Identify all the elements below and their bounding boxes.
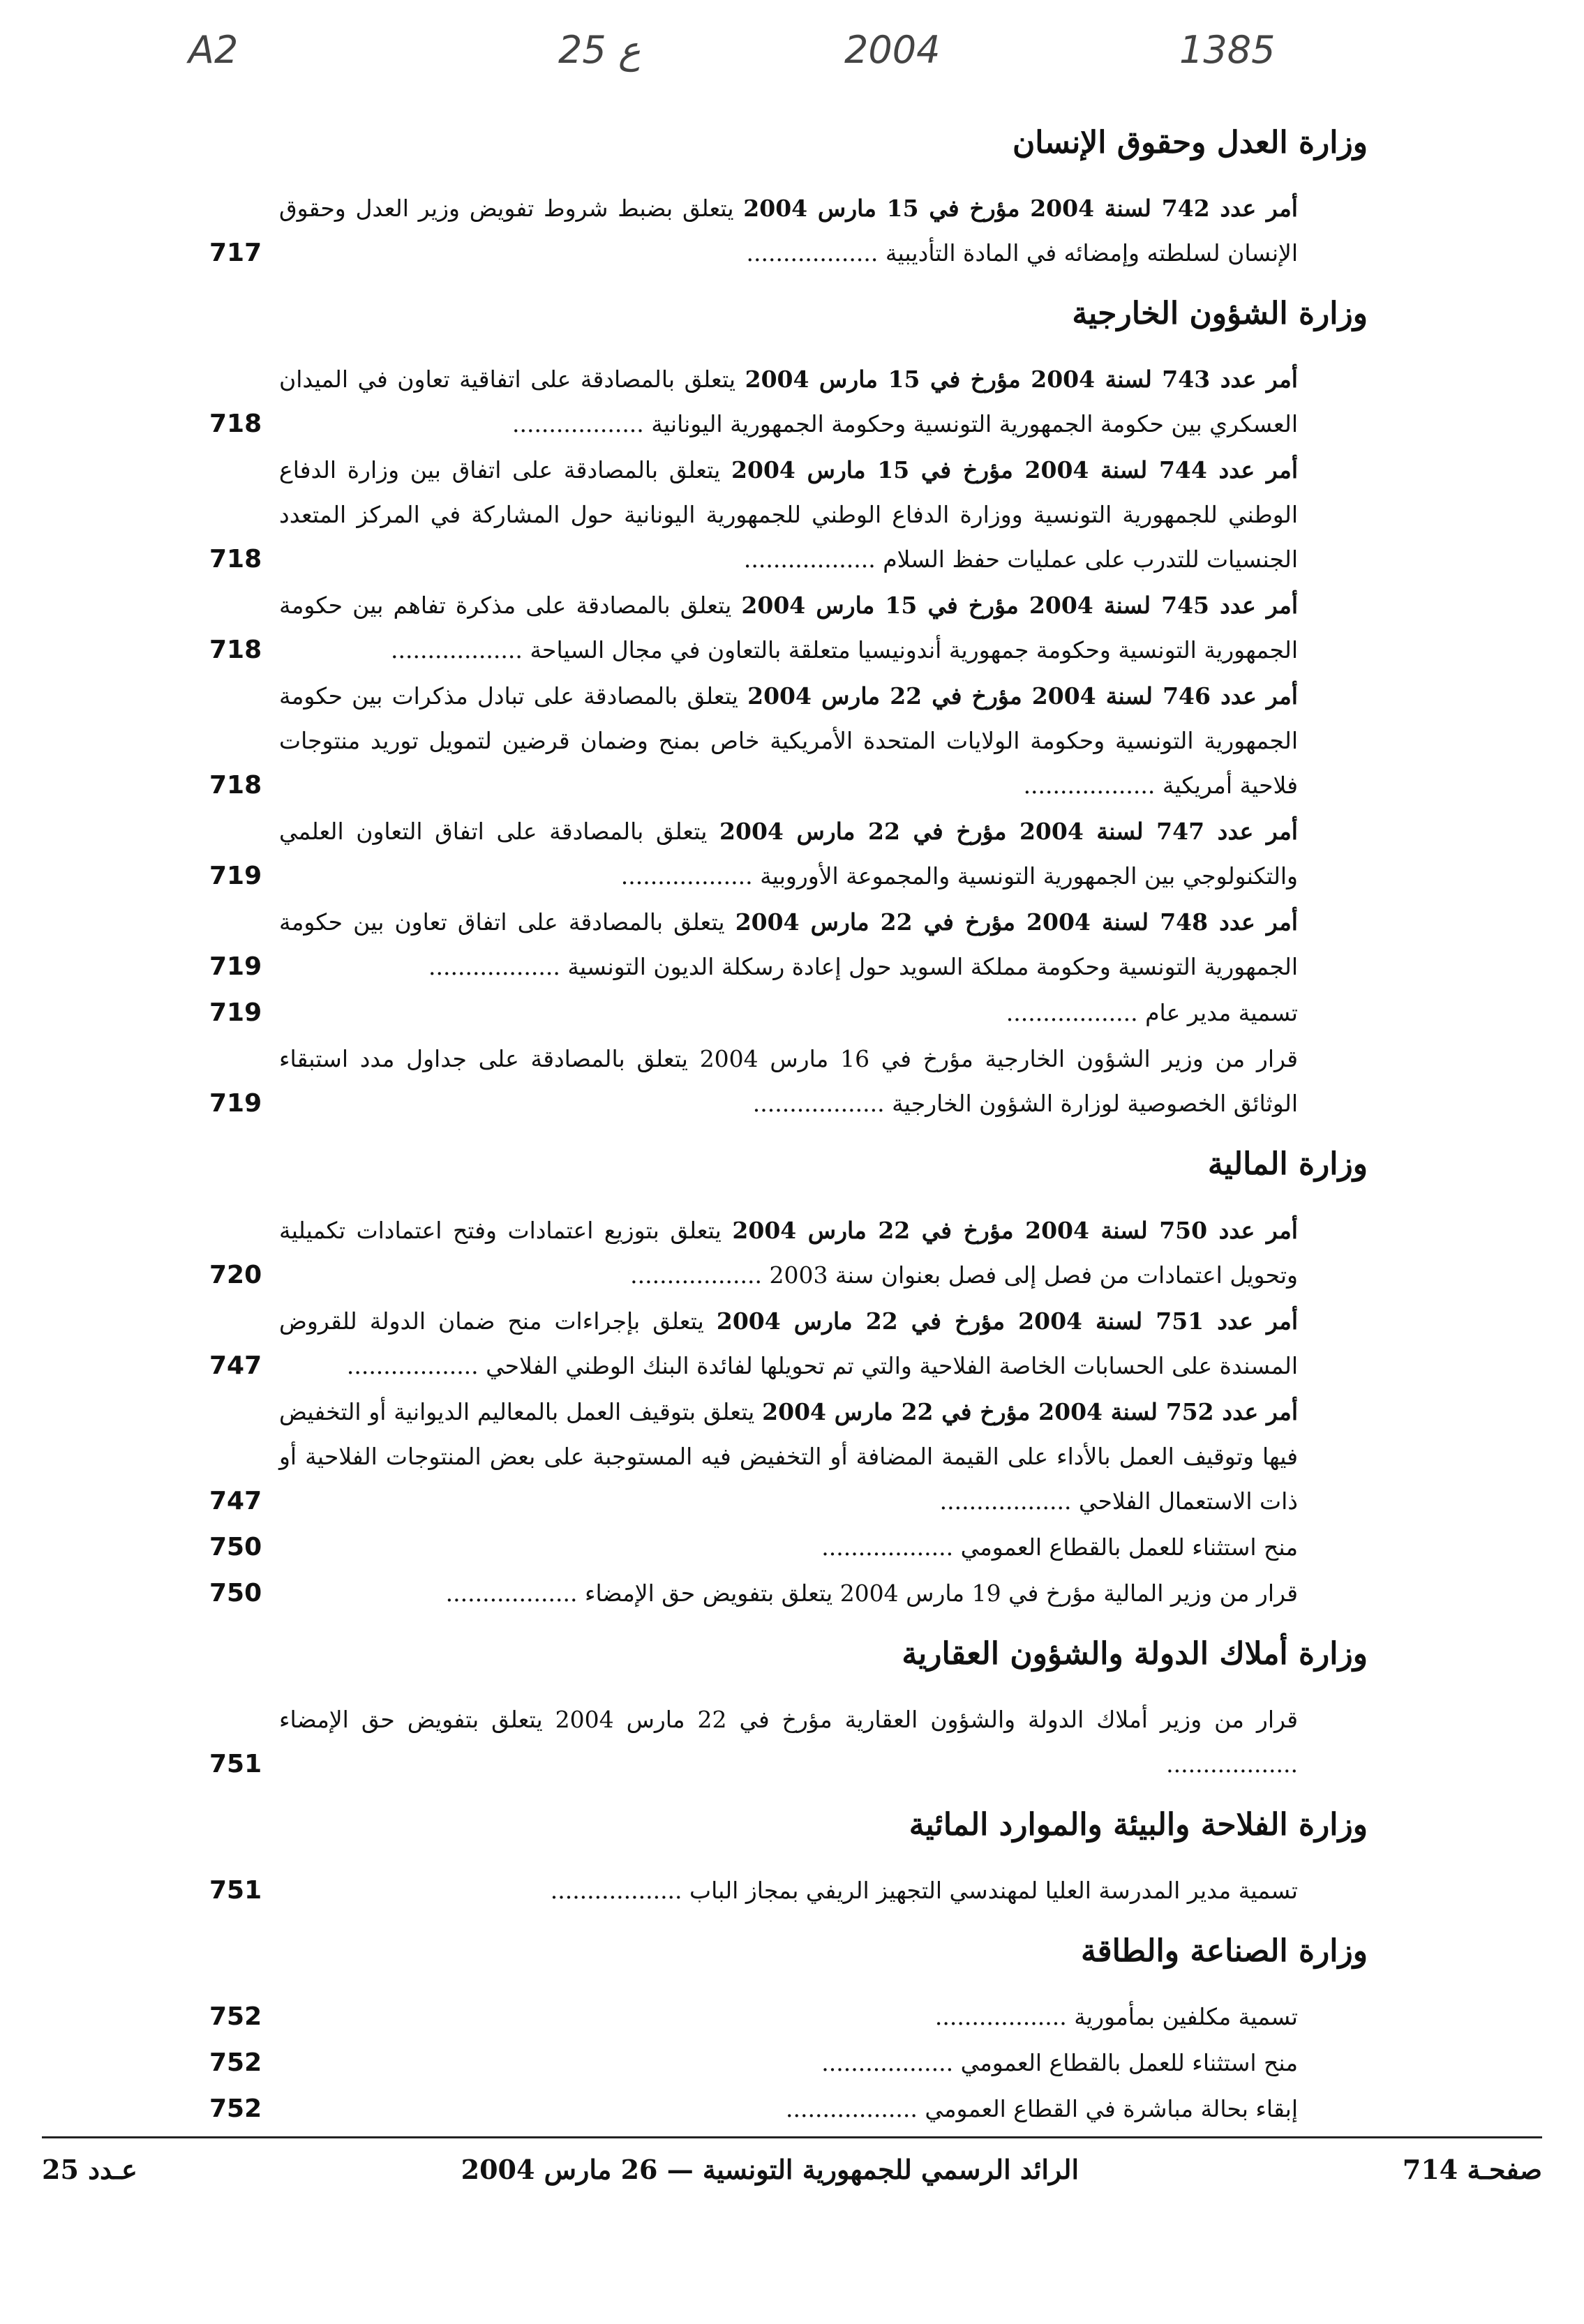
- leader-dots: ..................: [445, 1579, 585, 1607]
- leader-dots: ..................: [752, 1090, 892, 1118]
- toc-entry[interactable]: [209, 1995, 1368, 2039]
- toc-entry[interactable]: [209, 1299, 1368, 1388]
- toc-entry[interactable]: [209, 1571, 1368, 1616]
- leader-dots: ..................: [786, 2095, 925, 2123]
- entry-text: [279, 448, 1298, 582]
- handwritten-note: A2: [188, 28, 239, 72]
- entry-page-number: 719: [209, 998, 262, 1028]
- entry-page-number: 718: [209, 636, 262, 665]
- section-title: وزارة أملاك الدولة والشؤون العقارية: [902, 1635, 1368, 1672]
- entry-page-number: 718: [209, 771, 262, 800]
- entry-text: [279, 1868, 1298, 1913]
- toc-entry[interactable]: [209, 2087, 1368, 2131]
- entry-page-number: 750: [209, 1532, 262, 1561]
- entry-text: [279, 2041, 1298, 2085]
- entry-page-number: 747: [209, 1351, 262, 1380]
- entry-page-number: 720: [209, 1260, 262, 1289]
- toc-entry[interactable]: [209, 448, 1368, 582]
- issue-number: عـدد 25: [42, 2154, 137, 2185]
- entry-description: منح استثناء للعمل بالقطاع العمومي: [960, 1533, 1298, 1561]
- entry-decree-lead: أمر عدد 745 لسنة 2004 مؤرخ في 15 مارس 2004: [741, 592, 1298, 620]
- entry-text: [279, 1995, 1298, 2039]
- toc-entry[interactable]: [209, 674, 1368, 808]
- entry-decree-lead: أمر عدد 746 لسنة 2004 مؤرخ في 22 مارس 2004: [747, 682, 1298, 710]
- entry-description: يتعلق بتوقيف العمل بالمعاليم الديوانية أو التخفيض فيها وتوقيف العمل بالأداء على القيمة المضافة أو التخفيض فيه المستوجبة على بعض المنتوجات الفلاحية أو ذات الاستعمال الفلاحي: [279, 1397, 1298, 1515]
- entry-description: قرار من وزير الشؤون الخارجية مؤرخ في 16 مارس 2004 يتعلق بالمصادقة على جداول مدد استبقاء الوثائق الخصوصية لوزارة الشؤون الخارجية: [279, 1045, 1298, 1118]
- entry-page-number: 752: [209, 2094, 262, 2124]
- entry-page-number: 750: [209, 1578, 262, 1607]
- handwritten-annotations: [188, 28, 1319, 84]
- entry-text: [279, 809, 1298, 899]
- toc-entry[interactable]: [209, 1390, 1368, 1524]
- toc-entry[interactable]: [209, 991, 1368, 1035]
- toc-entry[interactable]: [209, 1037, 1368, 1126]
- leader-dots: ..................: [1006, 999, 1146, 1027]
- leader-dots: ..................: [511, 410, 652, 438]
- entry-text: [279, 1525, 1298, 1570]
- entry-page-number: 747: [209, 1486, 262, 1515]
- leader-dots: ..................: [391, 636, 530, 664]
- leader-dots: ..................: [346, 1351, 486, 1379]
- entry-page-number: 751: [209, 1875, 262, 1905]
- entry-page-number: 717: [209, 239, 262, 268]
- toc-entry[interactable]: [209, 1525, 1368, 1570]
- leader-dots: ..................: [934, 2003, 1075, 2031]
- entry-decree-lead: أمر عدد 752 لسنة 2004 مؤرخ في 22 مارس 2004: [762, 1397, 1298, 1425]
- entry-description: يتعلق بتوزيع اعتمادات وفتح اعتمادات تكميلية وتحويل اعتمادات من فصل إلى فصل بعنوان سنة 2003: [279, 1216, 1298, 1289]
- entry-description: يتعلق بالمصادقة على اتفاقية تعاون في الميدان العسكري بين حكومة الجمهورية التونسية وحكومة الجمهورية اليونانية: [279, 366, 1298, 438]
- entry-page-number: 718: [209, 410, 262, 439]
- entry-text: [279, 674, 1298, 808]
- entry-text: [279, 1037, 1298, 1126]
- entry-description: إبقاء بحالة مباشرة في القطاع العمومي: [925, 2095, 1298, 2123]
- toc-entry[interactable]: [209, 186, 1368, 276]
- entry-text: [279, 991, 1298, 1035]
- entry-text: [279, 186, 1298, 276]
- leader-dots: ..................: [1166, 1750, 1298, 1778]
- entry-decree-lead: أمر عدد 742 لسنة 2004 مؤرخ في 15 مارس 2004: [743, 195, 1298, 223]
- entry-text: [279, 1390, 1298, 1524]
- handwritten-note: 25 ع: [558, 28, 641, 72]
- toc-entry[interactable]: [209, 357, 1368, 447]
- entry-description: منح استثناء للعمل بالقطاع العمومي: [960, 2049, 1298, 2077]
- page-number-label: صفحـة 714: [1402, 2154, 1542, 2185]
- entry-decree-lead: أمر عدد 743 لسنة 2004 مؤرخ في 15 مارس 2004: [745, 366, 1298, 393]
- entry-text: [279, 1571, 1298, 1616]
- entry-text: [279, 900, 1298, 989]
- toc-entry[interactable]: [209, 583, 1368, 673]
- entry-page-number: 719: [209, 1089, 262, 1118]
- section-title: وزارة الصناعة والطاقة: [1081, 1933, 1368, 1969]
- handwritten-note: 1385: [1179, 28, 1276, 72]
- toc-entry[interactable]: [209, 1868, 1368, 1913]
- entry-description: يتعلق بالمصادقة على اتفاق تعاون بين حكومة الجمهورية التونسية وحكومة مملكة السويد حول إعادة رسكلة الديون التونسية: [279, 908, 1298, 981]
- leader-dots: ..................: [428, 953, 568, 981]
- leader-dots: ..................: [620, 862, 761, 890]
- entry-text: [279, 1299, 1298, 1388]
- entry-text: [279, 1208, 1298, 1298]
- leader-dots: ..................: [630, 1261, 770, 1289]
- entry-decree-lead: أمر عدد 750 لسنة 2004 مؤرخ في 22 مارس 2004: [732, 1216, 1298, 1244]
- journal-title: الرائد الرسمي للجمهورية التونسية — 26 مارس 2004: [461, 2154, 1079, 2185]
- leader-dots: ..................: [821, 1533, 961, 1561]
- toc-entry[interactable]: [209, 809, 1368, 899]
- section-title: وزارة العدل وحقوق الإنسان: [1012, 125, 1368, 160]
- entry-page-number: 752: [209, 2002, 262, 2032]
- section-title: وزارة الفلاحة والبيئة والموارد المائية: [909, 1806, 1368, 1843]
- entry-page-number: 718: [209, 545, 262, 574]
- entry-decree-lead: أمر عدد 744 لسنة 2004 مؤرخ في 15 مارس 2004: [731, 456, 1298, 484]
- leader-dots: ..................: [746, 239, 886, 267]
- section-title: وزارة المالية: [1207, 1146, 1368, 1183]
- entry-description: تسمية مدير المدرسة العليا لمهندسي التجهيز الريفي بمجاز الباب: [689, 1876, 1298, 1904]
- entry-page-number: 751: [209, 1749, 262, 1778]
- toc-entry[interactable]: [209, 1697, 1368, 1787]
- entry-description: تسمية مكلفين بمأمورية: [1074, 2003, 1298, 2031]
- leader-dots: ..................: [939, 1487, 1079, 1515]
- toc-entry[interactable]: [209, 1208, 1368, 1298]
- toc-entry[interactable]: [209, 2041, 1368, 2085]
- entry-text: [279, 1697, 1298, 1787]
- entry-description: تسمية مدير عام: [1145, 999, 1298, 1027]
- entry-description: يتعلق بإجراءات منح ضمان الدولة للقروض المسندة على الحسابات الخاصة الفلاحية والتي تم تحويلها لفائدة البنك الوطني الفلاحي: [279, 1307, 1298, 1379]
- entry-text: [279, 2087, 1298, 2131]
- leader-dots: ..................: [821, 2049, 961, 2077]
- entry-decree-lead: أمر عدد 747 لسنة 2004 مؤرخ في 22 مارس 2004: [719, 818, 1298, 846]
- entry-description: يتعلق بالمصادقة على اتفاق بين وزارة الدفاع الوطني للجمهورية التونسية ووزارة الدفاع الوطني للجمهورية اليونانية حول المشاركة في المركز المتعدد الجنسيات للتدرب على عمليات حفظ السلام: [279, 456, 1298, 573]
- entry-page-number: 719: [209, 952, 262, 982]
- leader-dots: ..................: [1023, 772, 1163, 800]
- page-footer: [42, 2136, 1542, 2185]
- entry-description: قرار من وزير المالية مؤرخ في 19 مارس 2004 يتعلق بتفويض حق الإمضاء: [584, 1579, 1298, 1607]
- handwritten-note: 2004: [844, 28, 941, 72]
- entry-description: يتعلق بالمصادقة على اتفاق التعاون العلمي والتكنولوجي بين الجمهورية التونسية والمجموعة الأوروبية: [279, 818, 1298, 890]
- entry-description: قرار من وزير أملاك الدولة والشؤون العقارية مؤرخ في 22 مارس 2004 يتعلق بتفويض حق الإمضاء: [279, 1705, 1298, 1733]
- entry-text: [279, 583, 1298, 673]
- section-title: وزارة الشؤون الخارجية: [1072, 296, 1368, 332]
- leader-dots: ..................: [550, 1876, 690, 1904]
- entry-text: [279, 357, 1298, 447]
- entry-description: يتعلق بالمصادقة على تبادل مذكرات بين حكومة الجمهورية التونسية وحكومة الولايات المتحدة الأمريكية خاص بمنح وضمان قرضين لتمويل توريد منتوجات فلاحية أمريكية: [279, 682, 1298, 800]
- leader-dots: ..................: [743, 546, 883, 573]
- table-of-contents: [209, 105, 1368, 2133]
- toc-entry[interactable]: [209, 900, 1368, 989]
- entry-description: يتعلق بضبط شروط تفويض وزير العدل وحقوق الإنسان لسلطته وإمضائه في المادة التأديبية: [279, 195, 1298, 267]
- entry-decree-lead: أمر عدد 751 لسنة 2004 مؤرخ في 22 مارس 2004: [716, 1307, 1299, 1335]
- entry-description: يتعلق بالمصادقة على مذكرة تفاهم بين حكومة الجمهورية التونسية وحكومة جمهورية أندونيسيا متعلقة بالتعاون في مجال السياحة: [279, 592, 1298, 664]
- entry-decree-lead: أمر عدد 748 لسنة 2004 مؤرخ في 22 مارس 2004: [735, 908, 1298, 936]
- entry-page-number: 752: [209, 2048, 262, 2078]
- entry-page-number: 719: [209, 862, 262, 891]
